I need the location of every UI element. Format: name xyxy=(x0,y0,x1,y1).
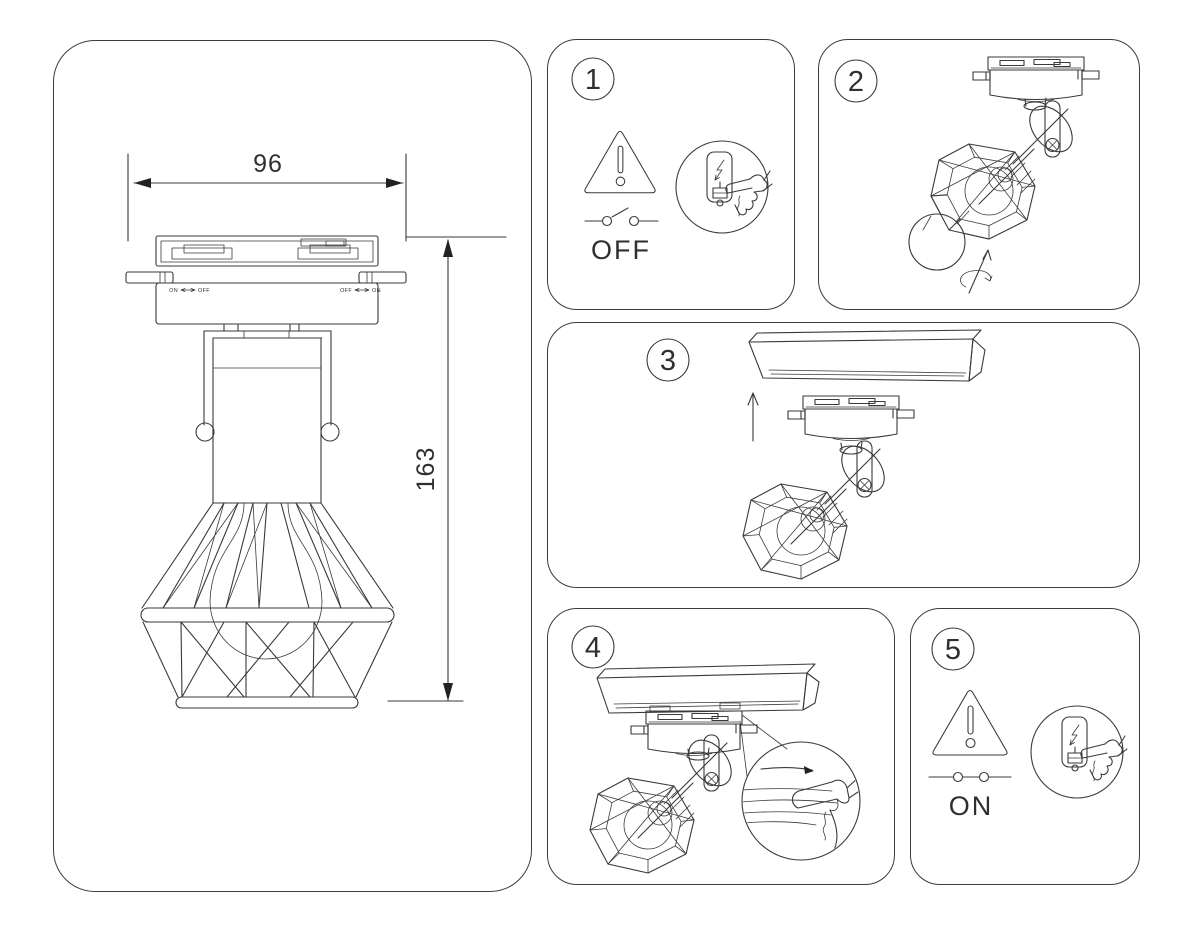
step-2-panel xyxy=(818,39,1140,310)
step-number-badge xyxy=(572,58,614,100)
right-release-lever xyxy=(359,272,406,283)
step-3-panel xyxy=(547,322,1140,588)
fixture-isometric xyxy=(743,396,914,579)
step-2-number: 2 xyxy=(847,66,865,98)
bulb-outline xyxy=(210,503,322,659)
label-off-right: OFF xyxy=(340,288,352,294)
label-off-left: OFF xyxy=(198,288,210,294)
mount-detail-view xyxy=(740,715,861,860)
height-dimension xyxy=(388,237,506,701)
pointing-finger-icon xyxy=(792,777,861,850)
light-switch-hand-icon xyxy=(1031,706,1127,798)
step-number-badge xyxy=(572,626,614,668)
open-circuit-icon xyxy=(585,208,658,226)
left-release-lever xyxy=(126,272,173,283)
step-4-number: 4 xyxy=(584,632,602,664)
closed-circuit-icon xyxy=(929,773,1011,782)
width-dimension xyxy=(128,150,406,241)
label-on-right: ON xyxy=(372,288,381,294)
cage-shade xyxy=(141,503,394,708)
on-label: ON xyxy=(948,791,994,821)
track-rail xyxy=(597,664,819,713)
step-number-badge xyxy=(932,628,974,670)
step-4-panel xyxy=(547,608,895,885)
technical-drawing-panel xyxy=(53,40,532,892)
spot-head-iso xyxy=(743,438,893,579)
step-1-panel xyxy=(547,39,795,310)
light-switch-hand-icon xyxy=(676,141,772,233)
fixture-isometric xyxy=(909,57,1099,270)
yoke-bracket xyxy=(196,331,339,503)
rotation-arrow-icon xyxy=(960,250,992,293)
up-arrow-icon xyxy=(748,393,758,441)
step-3-number: 3 xyxy=(659,345,677,377)
step-1-number: 1 xyxy=(584,64,602,96)
spot-head-iso xyxy=(590,732,740,873)
step-5-number: 5 xyxy=(944,634,962,666)
lock-lever-arrow-icon xyxy=(761,766,814,774)
track-adapter-front-view xyxy=(126,236,406,331)
track-adapter-iso xyxy=(788,396,914,441)
step-5-panel xyxy=(910,608,1140,885)
adapter-onoff-labels xyxy=(169,288,381,294)
width-dimension-label: 96 xyxy=(253,150,283,178)
warning-triangle-icon xyxy=(585,131,655,192)
height-dimension-label: 163 xyxy=(412,446,440,492)
warning-triangle-icon xyxy=(933,691,1007,756)
track-adapter-iso xyxy=(631,711,757,756)
track-rail xyxy=(749,330,985,381)
label-on-left: ON xyxy=(169,288,178,294)
spot-head-iso xyxy=(931,98,1081,239)
fixture-isometric xyxy=(590,711,757,873)
step-number-badge xyxy=(647,339,689,381)
step-number-badge xyxy=(835,60,877,102)
off-label: OFF xyxy=(591,235,651,265)
track-adapter-iso xyxy=(973,57,1099,102)
